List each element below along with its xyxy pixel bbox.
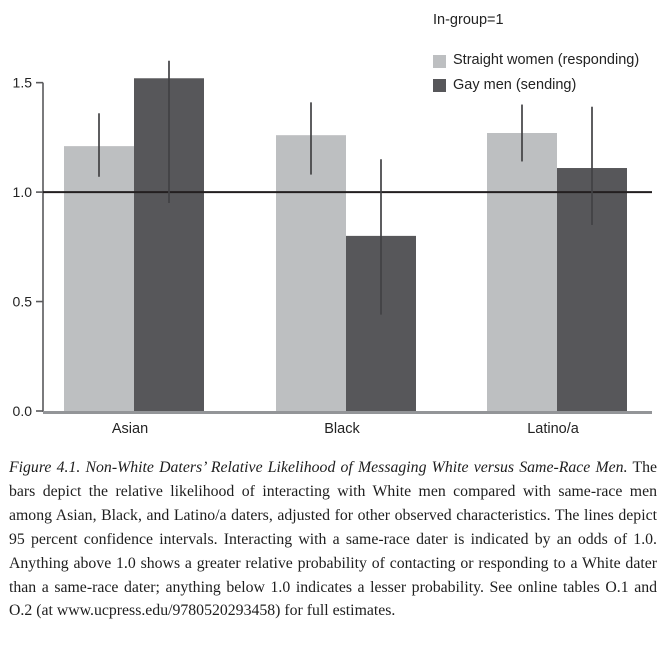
- legend-label-gay-men: Gay men (sending): [453, 76, 577, 93]
- y-tick-label: 1.0: [12, 184, 32, 201]
- legend-item-straight-women: [433, 52, 639, 69]
- legend-title: In-group=1: [433, 12, 504, 28]
- y-tick-label: 0.0: [12, 403, 32, 419]
- legend-swatch-dark-icon: [433, 79, 446, 92]
- x-category-label: Asian: [111, 421, 149, 437]
- chart-legend: [433, 12, 639, 101]
- figure-caption: [9, 456, 657, 623]
- caption-figure-title: Figure 4.1. Non-White Daters’ Relative Likelihood of Messaging White versus Same-Race Men.: [9, 459, 628, 476]
- y-tick-label: 1.5: [12, 74, 32, 91]
- x-category-label: Latino/a: [527, 421, 579, 437]
- caption-body: The bars depict the relative likelihood of interacting with White men compared with same-race men among Asian, Black, and Latino/a daters, adjusted for other observed characteristics. The lines depict 95 percent confidence intervals. Interacting with a same-race dater is indicated by an odds of 1.0. Anything above 1.0 shows a greater relative probability of contacting or responding to a White dater than a same-race dater; anything below 1.0 indicates a lesser probability. See online tables O.1 and O.2 (at www.ucpress.edu/9780520293458) for full estimates.: [9, 459, 657, 620]
- legend-item-gay-men: [433, 77, 639, 94]
- x-category-label: Black: [324, 421, 360, 437]
- legend-swatch-light-icon: [433, 55, 446, 68]
- bar-latinoa-series0: [487, 133, 557, 411]
- legend-label-straight-women: Straight women (responding): [453, 52, 640, 69]
- bar-black-series0: [276, 135, 346, 411]
- y-tick-label: 0.5: [12, 293, 32, 310]
- bar-asian-series0: [64, 146, 134, 411]
